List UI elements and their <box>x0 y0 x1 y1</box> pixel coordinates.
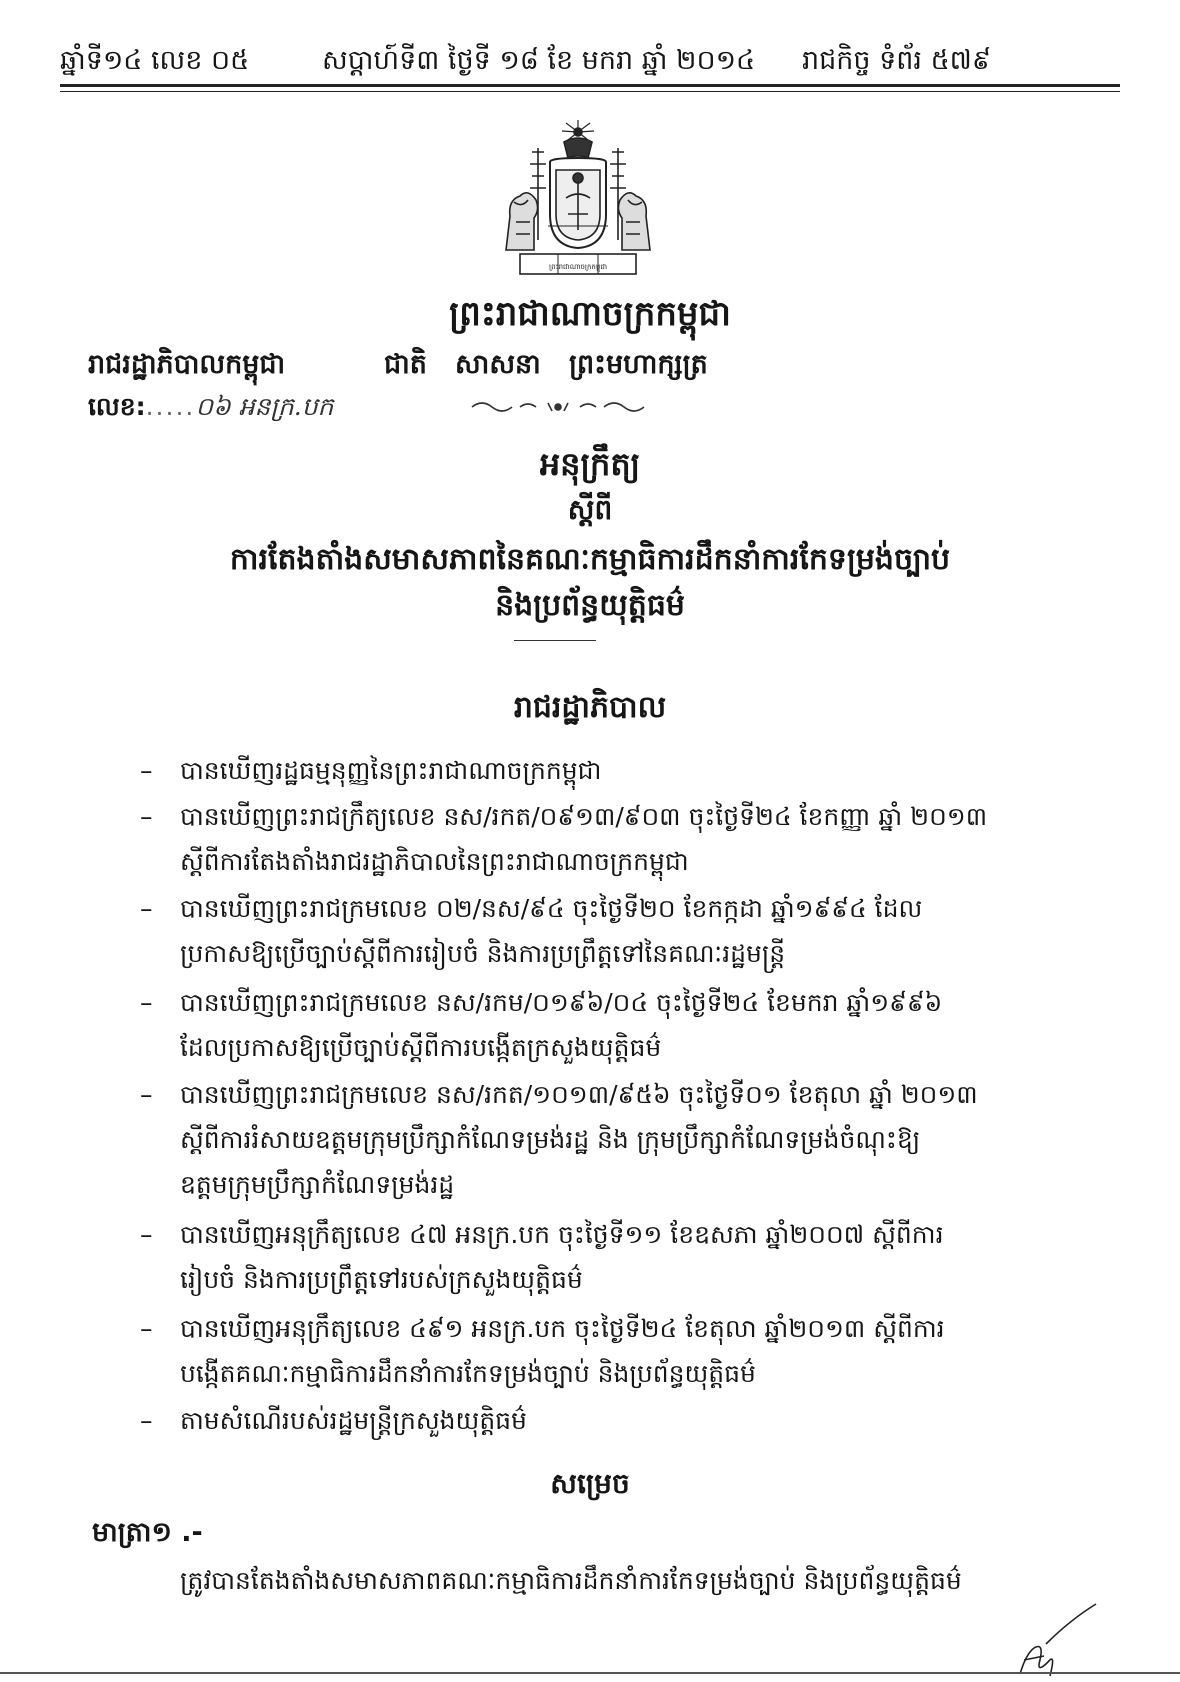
visa-item: – បានឃើញព្រះរាជក្រឹត្យលេខ នស/រកត/០៩១៣/៩០៣ ចុះថ្ងៃទី២៤ ខែកញ្ញា ឆ្នាំ ២០១៣ ស្តីពីការតែងតាំងរាជរដ្ឋាភិបាលនៃព្រះរាជាណាចក្រកម្ពុជា <box>140 794 1020 884</box>
number-value: ០៦ អនក្រ.បក <box>195 392 334 421</box>
visa-item: – បានឃើញរដ្ឋធម្មនុញ្ញនៃព្រះរាជាណាចក្រកម្ពុជា <box>140 748 1020 793</box>
concerning-label: ស្តីពី <box>567 493 613 526</box>
visa-item: – បានឃើញអនុក្រឹត្យលេខ ៤៧ អនក្រ.បក ចុះថ្ងៃទី១១ ខែឧសភា ឆ្នាំ២០០៧ ស្តីពីការ រៀបចំ និងការប្រព្រឹត្តទៅរបស់ក្រសួងយុត្តិធម៌ <box>140 1212 1020 1302</box>
ornament-icon <box>468 396 648 418</box>
issuer-number: លេខ:.....០៦ អនក្រ.បក <box>88 392 334 421</box>
header-rule-thin <box>60 91 1120 92</box>
decision-heading: សម្រេច <box>550 1467 630 1500</box>
title-line-2: និងប្រព័ន្ធយុត្តិធម៌ <box>495 588 685 623</box>
visa-line-2: ស្តីពីការតែងតាំងរាជរដ្ឋាភិបាលនៃព្រះរាជាណាចក្រកម្ពុជា <box>180 847 689 876</box>
visa-line-1: បានឃើញព្រះរាជក្រឹត្យលេខ នស/រកត/០៩១៣/៩០៣ ចុះថ្ងៃទី២៤ ខែកញ្ញា ឆ្នាំ ២០១៣ <box>180 802 988 831</box>
visa-line-2: រៀបចំ និងការប្រព្រឹត្តទៅរបស់ក្រសួងយុត្តិធម៌ <box>180 1265 583 1294</box>
visa-line-1: បានឃើញរដ្ឋធម្មនុញ្ញនៃព្រះរាជាណាចក្រកម្ពុជា <box>180 756 602 785</box>
gazette-issue: ឆ្នាំទី១៤ លេខ ០៥ <box>60 45 250 76</box>
visa-line-3: ឧត្តមក្រុមប្រឹក្សាកំណែទម្រង់រដ្ឋ <box>180 1170 455 1199</box>
visa-item: – បានឃើញព្រះរាជក្រមលេខ នស/រកត/១០១៣/៩៥៦ ចុះថ្ងៃទី០១ ខែតុលា ឆ្នាំ ២០១៣ ស្តីពីការរំសាយឧត្តមក្រុមប្រឹក្សាកំណែទម្រង់រដ្ឋ និង ក្រុមប្រឹក្សាកំណែទម្រង់ចំណុះឱ្យ ឧត្តមក្រុមប្រឹក្សាកំណែទម្រង់រដ្ឋ <box>140 1072 1020 1207</box>
header-rule-thick <box>60 84 1120 87</box>
visa-line-2: ប្រកាសឱ្យប្រើច្បាប់ស្តីពីការរៀបចំ និងការប្រព្រឹត្តទៅនៃគណៈរដ្ឋមន្ត្រី <box>180 939 786 968</box>
gazette-date: សប្តាហ៍ទី៣ ថ្ងៃទី ១៨ ខែ មករា ឆ្នាំ ២០១៤ <box>322 45 756 76</box>
document-type: អនុក្រឹត្យ <box>539 445 641 483</box>
visa-item: – បានឃើញអនុក្រឹត្យលេខ ៤៩១ អនក្រ.បក ចុះថ្ងៃទី២៤ ខែតុលា ឆ្នាំ២០១៣ ស្តីពីការ បង្កើតគណៈកម្មាធិការដឹកនាំការកែទម្រង់ច្បាប់ និងប្រព័ន្ធយុត្តិធម៌ <box>140 1306 1020 1396</box>
issuer-name: រាជរដ្ឋាភិបាលកម្ពុជា <box>88 349 286 380</box>
visa-item: – បានឃើញព្រះរាជក្រមលេខ នស/រកម/០១៩៦/០៤ ចុះថ្ងៃទី២៤ ខែមករា ឆ្នាំ១៩៩៦ ដែលប្រកាសឱ្យប្រើច្បាប់ស្តីពីការបង្កើតក្រសួងយុត្តិធម៌ <box>140 980 1020 1070</box>
title-line-1: ការតែងតាំងសមាសភាពនៃគណៈកម្មាធិការដឹកនាំការកែទម្រង់ច្បាប់ <box>229 542 951 577</box>
royal-coat-of-arms-icon <box>478 118 678 286</box>
visa-line-1: បានឃើញព្រះរាជក្រមលេខ នស/រកត/១០១៣/៩៥៦ ចុះថ្ងៃទី០១ ខែតុលា ឆ្នាំ ២០១៣ <box>180 1080 978 1109</box>
signature-initial-icon <box>1000 1600 1110 1682</box>
emblem-ribbon-text: ព្រះរាជាណាចក្រកម្ពុជា <box>548 263 608 271</box>
article-1-text: ត្រូវបានតែងតាំងសមាសភាពគណៈកម្មាធិការដឹកនាំការកែទម្រង់ច្បាប់ និងប្រព័ន្ធយុត្តិធម៌ <box>180 1566 962 1595</box>
visa-line-1: បានឃើញព្រះរាជក្រមលេខ នស/រកម/០១៩៦/០៤ ចុះថ្ងៃទី២៤ ខែមករា ឆ្នាំ១៩៩៦ <box>180 988 943 1017</box>
visa-item: – បានឃើញព្រះរាជក្រមលេខ ០២/នស/៩៤ ចុះថ្ងៃទី២០ ខែកក្កដា ឆ្នាំ១៩៩៤ ដែល ប្រកាសឱ្យប្រើច្បាប់ស្តីពីការរៀបចំ និងការប្រព្រឹត្តទៅនៃគណៈរដ្ឋមន្ត្រី <box>140 886 1020 976</box>
visa-line-2: បង្កើតគណៈកម្មាធិការដឹកនាំការកែទម្រង់ច្បាប់ និងប្រព័ន្ធយុត្តិធម៌ <box>180 1359 756 1388</box>
visa-line-1: បានឃើញអនុក្រឹត្យលេខ ៤៩១ អនក្រ.បក ចុះថ្ងៃទី២៤ ខែតុលា ឆ្នាំ២០១៣ ស្តីពីការ <box>180 1314 945 1343</box>
kingdom-title: ព្រះរាជាណាចក្រកម្ពុជា <box>449 294 731 334</box>
page-bottom-edge <box>0 1672 1180 1674</box>
article-1-label: មាត្រា១ .- <box>92 1517 203 1548</box>
national-motto: ជាតិ សាសនា ព្រះមហាក្សត្រ <box>384 349 708 380</box>
gazette-page: រាជកិច្ច ទំព័រ ៥៧៩ <box>802 45 991 76</box>
visa-line-1: បានឃើញអនុក្រឹត្យលេខ ៤៧ អនក្រ.បក ចុះថ្ងៃទី១១ ខែឧសភា ឆ្នាំ២០០៧ ស្តីពីការ <box>180 1220 944 1249</box>
number-label: លេខ: <box>88 392 146 421</box>
visa-line-2: ស្តីពីការរំសាយឧត្តមក្រុមប្រឹក្សាកំណែទម្រង់រដ្ឋ និង ក្រុមប្រឹក្សាកំណែទម្រង់ចំណុះឱ្យ <box>180 1125 921 1154</box>
visa-line-1: តាមសំណើរបស់រដ្ឋមន្ត្រីក្រសួងយុត្តិធម៌ <box>180 1406 527 1435</box>
visa-line-1: បានឃើញព្រះរាជក្រមលេខ ០២/នស/៩៤ ចុះថ្ងៃទី២០ ខែកក្កដា ឆ្នាំ១៩៩៤ ដែល <box>180 894 923 923</box>
government-heading: រាជរដ្ឋាភិបាល <box>513 690 667 725</box>
visa-item: – តាមសំណើរបស់រដ្ឋមន្ត្រីក្រសួងយុត្តិធម៌ <box>140 1398 1020 1443</box>
visa-line-2: ដែលប្រកាសឱ្យប្រើច្បាប់ស្តីពីការបង្កើតក្រសួងយុត្តិធម៌ <box>180 1033 662 1062</box>
title-separator <box>514 640 596 641</box>
